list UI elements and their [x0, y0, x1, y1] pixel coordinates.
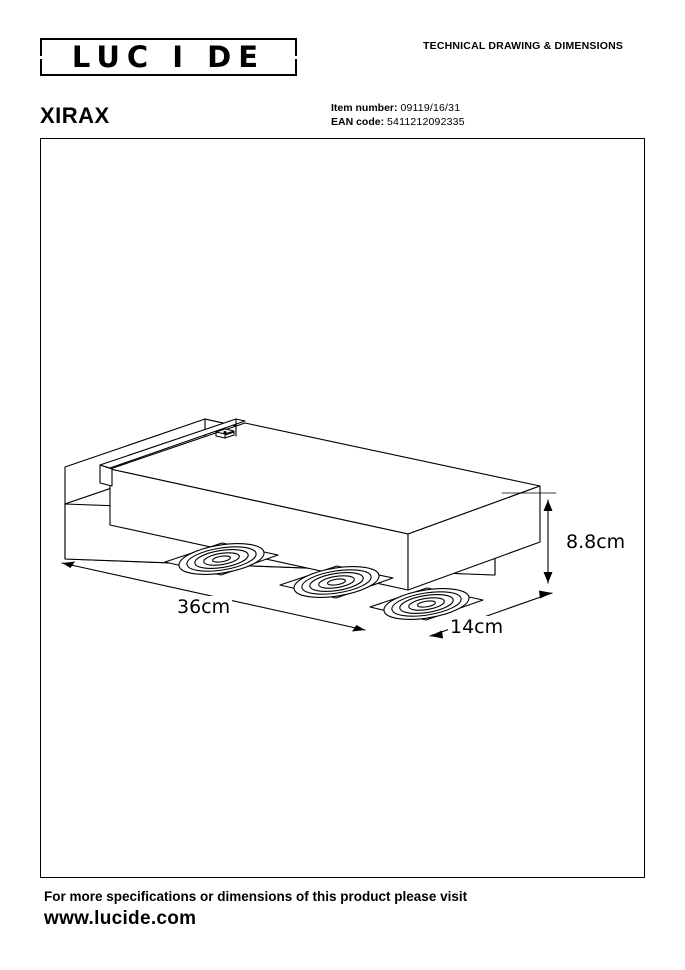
ean-value: 5411212092335 — [387, 116, 465, 128]
product-name: XIRAX — [40, 103, 110, 128]
brand-logo-box — [40, 38, 297, 76]
dimension-height: 8.8cm — [566, 531, 626, 553]
technical-drawing — [40, 138, 645, 878]
footer-website[interactable]: www.lucide.com — [44, 908, 197, 929]
item-number-row — [331, 101, 465, 115]
logo-notch-right — [283, 56, 297, 59]
item-number-label: Item number: — [331, 102, 398, 114]
ean-row — [331, 115, 465, 129]
dimension-width: 36cm — [177, 596, 231, 618]
product-meta — [331, 101, 465, 129]
item-number-value: 09119/16/31 — [400, 102, 461, 114]
footer-text: For more specifications or dimensions of this product please visit — [44, 889, 468, 904]
document-title: TECHNICAL DRAWING & DIMENSIONS — [423, 40, 624, 52]
brand-logo-text: LUC I DE — [71, 40, 266, 74]
ean-label: EAN code: — [331, 116, 385, 128]
dimension-depth: 14cm — [450, 616, 504, 638]
logo-notch-left — [40, 56, 54, 59]
